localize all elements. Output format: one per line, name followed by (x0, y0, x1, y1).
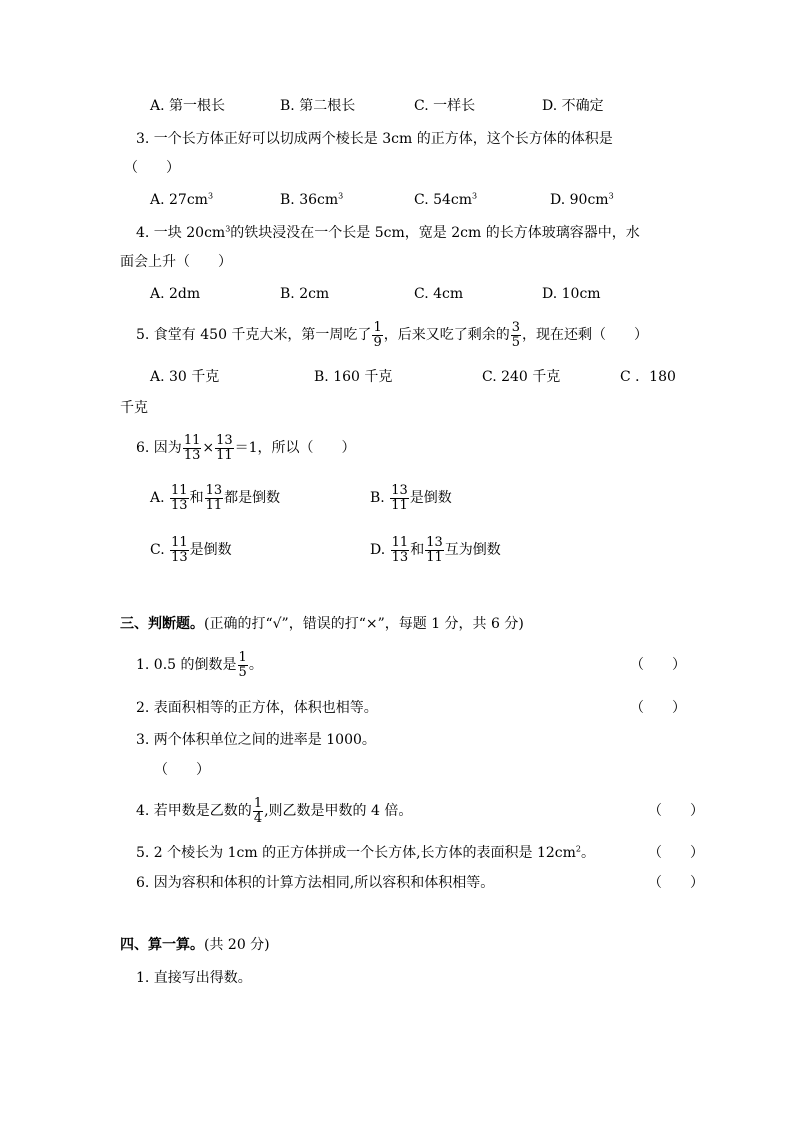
q5-option-b: B. 160 千克 (314, 369, 393, 385)
s3-item-3-paren: （ ） (154, 762, 210, 778)
section3-note: (正确的打“√”，错误的打“×”，每题 1 分，共 6 分) (204, 616, 524, 632)
q6-option-a: A. $\frac{11}{13}$ 和 $\frac{13}{11}$ 都是倒数 (150, 482, 281, 513)
s3-item-2: 2. 表面积相等的正方体，体积也相等。 (136, 700, 378, 716)
q5-option-a: A. 30 千克 (150, 369, 220, 385)
q4-option-a: A. 2dm (150, 286, 201, 302)
s3-item-1-paren: （ ） (630, 657, 686, 673)
q3-text: 3. 一个长方体正好可以切成两个棱长是 3cm 的正方体，这个长方体的体积是 (136, 131, 613, 147)
q3-option-d: D. $90cm^3$ (550, 191, 614, 208)
q4-text-cont: 面会上升（ ） (120, 254, 232, 270)
q6-fraction-2: $\frac{13}{11}$ (216, 432, 233, 463)
q4-option-d: D. 10cm (542, 286, 601, 302)
section4-title: 四、算一算。 (120, 937, 204, 953)
section3-heading (120, 614, 524, 634)
q6-fraction-1: $\frac{11}{13}$ (183, 432, 201, 463)
s3-item-5-paren: （ ） (648, 845, 704, 861)
q5-fraction-1: $\frac{1}{9}$ (373, 319, 382, 350)
q5-fraction-2: $\frac{3}{5}$ (511, 319, 520, 350)
s3-item-1: 1. 0.5 的倒数是 $\frac{1}{5}$ 。 (136, 649, 263, 680)
q3-option-c: C. $54cm^3$ (414, 191, 478, 208)
q3-option-a: A. $27cm^3$ (150, 191, 214, 208)
q6-text: 6. 因为 $\frac{11}{13}$ × $\frac{13}{11}$ ＝1，所以（ ） (136, 432, 356, 463)
s4-item-1: 1. 直接写出得数。 (136, 970, 252, 986)
s3-item-5: 5. 2 个棱长为 1cm 的正方体拼成一个长方体,长方体的表面积是 $12cm^2$。 (136, 844, 596, 861)
q4-option-b: B. 2cm (280, 286, 330, 302)
q2-option-c: C. 一样长 (414, 98, 476, 114)
q6-option-d: D. $\frac{11}{13}$ 和 $\frac{13}{11}$ 互为倒数 (370, 534, 501, 565)
q3-option-b: B. $36cm^3$ (280, 191, 344, 208)
q5-option-d-cont: 千克 (120, 400, 148, 416)
q5-option-d: C ．180 (620, 369, 676, 385)
q6-option-b: B. $\frac{13}{11}$ 是倒数 (370, 482, 452, 513)
s3-item-4: 4. 若甲数是乙数的 $\frac{1}{4}$ ,则乙数是甲数的 4 倍。 (136, 795, 413, 826)
q6-option-c: C. $\frac{11}{13}$ 是倒数 (150, 534, 232, 565)
s3-item-4-paren: （ ） (648, 803, 704, 819)
q3-answer-paren: （ ） (124, 160, 180, 176)
s3-item-2-paren: （ ） (630, 700, 686, 716)
q5-option-c: C. 240 千克 (482, 369, 561, 385)
s3-item-6: 6. 因为容积和体积的计算方法相同,所以容积和体积相等。 (136, 875, 495, 891)
s3-item-6-paren: （ ） (648, 875, 704, 891)
section4-note: (共 20 分) (204, 937, 270, 953)
q2-option-b: B. 第二根长 (280, 98, 356, 114)
section3-title: 三、判断题。 (120, 616, 204, 632)
q4-option-c: C. 4cm (414, 286, 464, 302)
s3-item-3: 3. 两个体积单位之间的进率是 1000。 (136, 732, 376, 748)
q4-text: 4. 一块 $20cm^3$的铁块浸没在一个长是 5cm，宽是 2cm 的长方体玻璃容器中，水 (136, 224, 640, 241)
q2-option-a: A. 第一根长 (150, 98, 226, 114)
q5-text: 5. 食堂有 450 千克大米，第一周吃了 $\frac{1}{9}$ ，后来又吃了剩余的 $\frac{3}{5}$ ，现在还剩（ ） (136, 319, 648, 350)
section4-heading (120, 935, 270, 955)
q2-option-d: D. 不确定 (542, 98, 604, 114)
